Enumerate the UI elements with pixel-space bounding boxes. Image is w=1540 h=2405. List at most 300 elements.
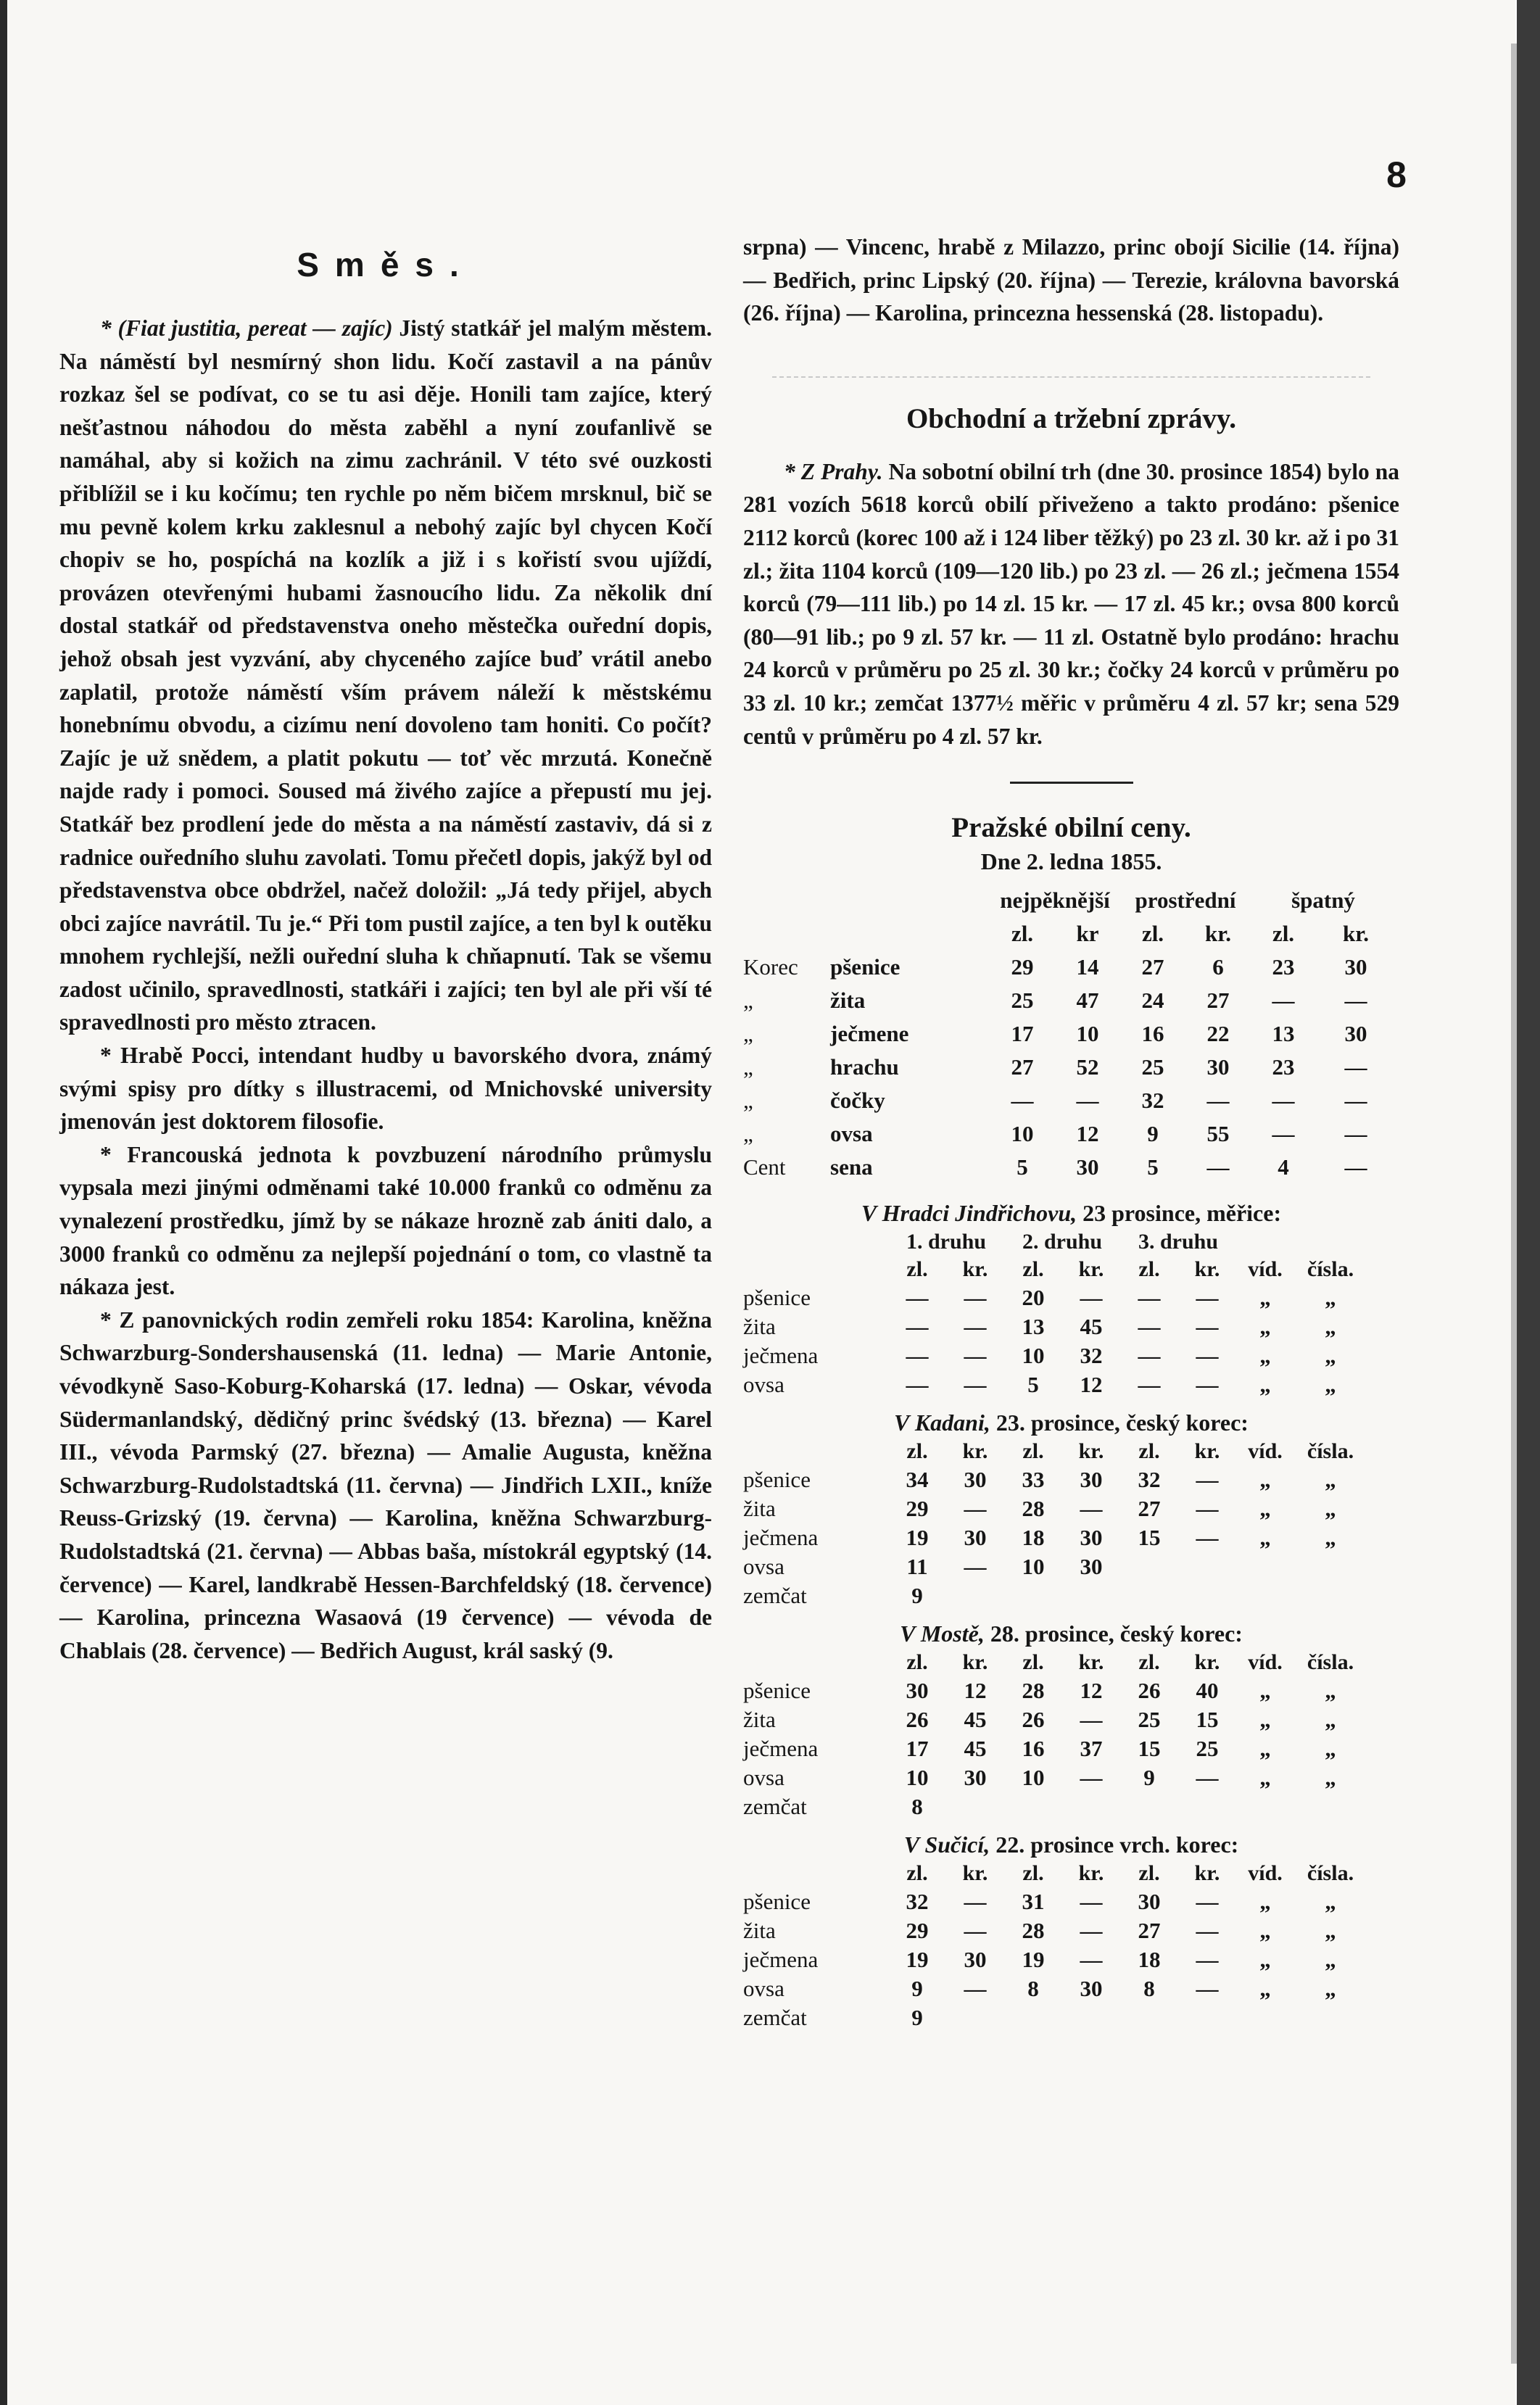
table-row (743, 1312, 1367, 1341)
market-col-header: kr. (1078, 1257, 1104, 1282)
price-cell: 32 (1138, 1467, 1161, 1493)
price-cell: — (964, 1554, 987, 1580)
price-cell: — (964, 1496, 987, 1522)
market-place: V Mostě, (900, 1620, 985, 1647)
market-col-header: kr. (1194, 1861, 1220, 1886)
market-heading (743, 1620, 1399, 1647)
prague-unit-header: kr (1076, 921, 1099, 947)
left-column (59, 210, 712, 1667)
price-cell: „ (1325, 1314, 1336, 1340)
prague-group-header-row (743, 884, 1396, 917)
market-col-header: zl. (906, 1650, 928, 1675)
row-item: žita (830, 988, 866, 1014)
blank-cell (743, 1438, 888, 1465)
prague-group-header: špatný (1291, 887, 1355, 914)
price-cell: „ (1259, 1372, 1271, 1398)
market-col-header: kr. (1194, 1257, 1220, 1282)
price-cell: „ (1259, 1314, 1271, 1340)
newspaper-page (7, 0, 1515, 2405)
price-cell: — (1196, 1343, 1219, 1369)
price-cell (1294, 2003, 1367, 2032)
price-cell: 37 (1080, 1736, 1103, 1762)
price-cell: 15 (1138, 1525, 1161, 1551)
price-cell: 5 (1147, 1154, 1159, 1180)
price-cell: „ (1325, 1736, 1336, 1762)
price-cell: 15 (1196, 1707, 1219, 1733)
price-cell (1178, 1552, 1236, 1581)
price-cell: „ (1259, 1525, 1271, 1551)
price-cell: 52 (1076, 1054, 1099, 1080)
prague-unit-header-row (743, 917, 1396, 951)
table-row (743, 1051, 1396, 1084)
row-item: ječmena (743, 1947, 819, 1973)
prague-group-header: prostřední (1135, 887, 1236, 914)
prague-group-header: nejpěknější (1000, 887, 1110, 914)
price-cell (1120, 2003, 1178, 2032)
druhu-header-row (743, 1228, 1367, 1256)
price-cell: „ (1325, 1707, 1336, 1733)
price-cell: „ (1325, 1467, 1336, 1493)
row-unit: „ (743, 988, 753, 1014)
price-cell: 9 (1147, 1121, 1159, 1147)
blank-cell (743, 1649, 888, 1676)
smes-body (59, 312, 712, 1667)
price-cell: 9 (911, 1583, 923, 1609)
price-cell: „ (1325, 1372, 1336, 1398)
market-col-header: víd. (1248, 1861, 1283, 1886)
market-col-header: zl. (1022, 1257, 1044, 1282)
continuation-paragraph: srpna) — Vincenc, hrabě z Milazzo, princ obojí Sicilie (14. října) — Bedřich, princ Lipský (20. října) — Terezie, královna bavorská (26. října) — Karolina, princezna hessenská (28. listopadu). (743, 234, 1399, 326)
row-item: ječmena (743, 1736, 819, 1762)
price-cell: — (1206, 1154, 1230, 1180)
price-cell: 23 (1272, 954, 1295, 980)
price-cell (1236, 2003, 1294, 2032)
blank-cell (743, 1228, 888, 1256)
price-cell: 28 (1022, 1678, 1045, 1704)
price-cell: 30 (1080, 1976, 1103, 2002)
smes-paragraph-text: * Z panovnických rodin zemřeli roku 1854: Karolina, kněžna Schwarzburg-Sondershausenská (11. ledna) — Marie Antonie, vévodkyně Saso-Koburg-Koharská (17. ledna) — Oskar, vévoda Südermanlandský, dědičný princ švédský (13. března) — Karel III., vévoda Parmský (27. března) — Amalie Augusta, kněžna Schwarzburg-Rudolstadtská (11. června) — Jindřich LXII., kníže Reuss-Grizský (19. června) — Karolina, kněžna Schwarzburg-Rudolstadtská (21. června) — Abbas baša, místokrál egyptský (14. července) — Karel, landkrabě Hessen-Barchfeldský (18. července) — Karolina, princezna Wasaová (19 července) — vévoda de Chablais (28. července) — Bedřich August, král saský (9. (59, 1307, 712, 1663)
price-cell: — (1080, 1947, 1103, 1973)
price-cell: 14 (1076, 954, 1099, 980)
price-cell: „ (1325, 1525, 1336, 1551)
market-col-header: čísla. (1307, 1650, 1354, 1675)
price-cell: 45 (964, 1736, 987, 1762)
price-cell: — (964, 1976, 987, 2002)
price-cell: „ (1259, 1976, 1271, 2002)
price-cell: — (1080, 1285, 1103, 1311)
price-cell: 30 (964, 1525, 987, 1551)
market-col-header: kr. (1078, 1861, 1104, 1886)
table-row (743, 1887, 1367, 1916)
price-cell: 47 (1076, 988, 1099, 1014)
row-unit: Korec (743, 954, 798, 980)
price-cell: 25 (1011, 988, 1034, 1014)
price-cell: „ (1325, 1285, 1336, 1311)
price-cell (1178, 1792, 1236, 1821)
price-cell: — (1196, 1525, 1219, 1551)
price-cell: „ (1259, 1765, 1271, 1791)
price-cell: — (1080, 1918, 1103, 1944)
table-row (743, 1734, 1367, 1763)
row-item: pšenice (743, 1889, 811, 1915)
price-cell: „ (1259, 1285, 1271, 1311)
market-col-header-row (743, 1649, 1367, 1676)
row-item: žita (743, 1496, 776, 1522)
price-cell: — (964, 1314, 987, 1340)
price-cell: 5 (1027, 1372, 1039, 1398)
prague-unit-header: zl. (1272, 921, 1295, 947)
price-cell: — (906, 1343, 929, 1369)
price-cell: 15 (1138, 1736, 1161, 1762)
price-cell: 10 (1076, 1021, 1099, 1047)
row-unit: „ (743, 1021, 753, 1047)
price-cell (1120, 1792, 1178, 1821)
row-item: žita (743, 1918, 776, 1944)
market-col-header-row (743, 1860, 1367, 1887)
price-cell: „ (1325, 1976, 1336, 2002)
price-cell: 30 (964, 1947, 987, 1973)
row-item: zemčat (743, 1794, 807, 1820)
blank-cell (743, 1860, 888, 1887)
market-date: 23. prosince, český korec: (990, 1410, 1249, 1436)
price-cell: 9 (911, 2005, 923, 2031)
price-cell: „ (1259, 1496, 1271, 1522)
price-cell: 18 (1022, 1525, 1045, 1551)
market-table (743, 1860, 1367, 2032)
blank-cell (743, 1256, 888, 1283)
price-cell: — (964, 1372, 987, 1398)
price-cell (1294, 1552, 1367, 1581)
price-cell (1294, 1792, 1367, 1821)
smes-paragraph-text: * Hrabě Pocci, intendant hudby u bavorského dvora, známý svými spisy pro dítky s illustracemi, od Mnichovské university jmenován jest doktorem filosofie. (59, 1043, 712, 1135)
obchodni-heading: Obchodní a tržební zprávy. (906, 402, 1237, 434)
price-cell: 30 (1206, 1054, 1230, 1080)
market-col-header: kr. (962, 1861, 988, 1886)
price-cell: — (964, 1889, 987, 1915)
row-unit: Cent (743, 1154, 786, 1180)
price-cell (1120, 1581, 1178, 1610)
price-cell: „ (1259, 1678, 1271, 1704)
table-row (743, 1552, 1367, 1581)
price-cell: — (1344, 1054, 1367, 1080)
price-cell: 25 (1141, 1054, 1164, 1080)
market-col-header: kr. (1194, 1650, 1220, 1675)
price-cell: — (906, 1314, 929, 1340)
price-cell: — (1272, 988, 1295, 1014)
market-date: 22. prosince vrch. korec: (990, 1831, 1239, 1858)
price-cell: 26 (1022, 1707, 1045, 1733)
table-row (743, 1084, 1396, 1117)
price-cell (1178, 2003, 1236, 2032)
druhu-header: 2. druhu (1022, 1230, 1103, 1254)
market-place: V Kadani, (894, 1410, 990, 1436)
price-cell: 24 (1141, 988, 1164, 1014)
price-cell: — (1344, 1088, 1367, 1114)
price-cell: 27 (1011, 1054, 1034, 1080)
table-row (743, 951, 1396, 984)
price-cell: 30 (1080, 1554, 1103, 1580)
price-cell: 25 (1196, 1736, 1219, 1762)
price-cell: — (964, 1918, 987, 1944)
price-cell: 19 (906, 1525, 929, 1551)
price-cell: 29 (1011, 954, 1034, 980)
price-cell: 29 (906, 1918, 929, 1944)
prague-prices-date: Dne 2. ledna 1855. (980, 848, 1162, 875)
price-cell: 12 (1080, 1678, 1103, 1704)
price-cell: 55 (1206, 1121, 1230, 1147)
price-cell: — (1272, 1121, 1295, 1147)
price-cell: 22 (1206, 1021, 1230, 1047)
price-cell: „ (1259, 1343, 1271, 1369)
right-column (743, 231, 1399, 2032)
table-row (743, 1465, 1367, 1494)
price-cell: — (1076, 1088, 1099, 1114)
prague-prices-table (743, 884, 1396, 1184)
price-cell: 34 (906, 1467, 929, 1493)
market-col-header: zl. (1022, 1439, 1044, 1464)
table-row (743, 1945, 1367, 1974)
market-col-header: zl. (1138, 1439, 1160, 1464)
price-cell: — (1011, 1088, 1034, 1114)
blank-cell (743, 917, 830, 951)
table-row (743, 1341, 1367, 1370)
price-cell: 23 (1272, 1054, 1295, 1080)
market-col-header: zl. (906, 1861, 928, 1886)
price-cell: 10 (1022, 1554, 1045, 1580)
price-cell: — (1344, 1154, 1367, 1180)
price-cell: — (1196, 1765, 1219, 1791)
price-cell: — (1080, 1496, 1103, 1522)
market-col-header: víd. (1248, 1439, 1283, 1464)
price-cell: 45 (964, 1707, 987, 1733)
row-item: ovsa (743, 1765, 785, 1791)
price-cell: 30 (964, 1467, 987, 1493)
price-cell: 19 (1022, 1947, 1045, 1973)
row-item: ovsa (830, 1121, 873, 1147)
price-cell (1004, 2003, 1062, 2032)
price-cell: 12 (1076, 1121, 1099, 1147)
table-row (743, 1916, 1367, 1945)
market-col-header: zl. (1022, 1861, 1044, 1886)
price-cell: — (906, 1285, 929, 1311)
market-col-header: čísla. (1307, 1257, 1354, 1282)
price-cell: 19 (906, 1947, 929, 1973)
price-cell: „ (1259, 1707, 1271, 1733)
prague-unit-header: zl. (1141, 921, 1164, 947)
price-cell: 32 (906, 1889, 929, 1915)
market-heading (743, 1831, 1399, 1858)
market-col-header: zl. (1022, 1650, 1044, 1675)
price-cell: 31 (1022, 1889, 1045, 1915)
price-cell: 6 (1212, 954, 1224, 980)
price-cell (1004, 1581, 1062, 1610)
table-row (743, 1581, 1367, 1610)
price-cell: 30 (906, 1678, 929, 1704)
market-col-header: kr. (962, 1257, 988, 1282)
price-cell: 8 (1143, 1976, 1155, 2002)
price-cell: — (964, 1285, 987, 1311)
market-col-header-row (743, 1438, 1367, 1465)
price-cell (1004, 1792, 1062, 1821)
price-cell: — (1196, 1976, 1219, 2002)
price-cell: — (1196, 1285, 1219, 1311)
price-cell: 26 (1138, 1678, 1161, 1704)
price-cell: — (964, 1343, 987, 1369)
row-item: pšenice (743, 1285, 811, 1311)
row-item: sena (830, 1154, 873, 1180)
price-cell: „ (1325, 1496, 1336, 1522)
market-heading (743, 1410, 1399, 1436)
price-cell: 10 (1022, 1765, 1045, 1791)
price-cell: „ (1325, 1889, 1336, 1915)
price-cell: — (1080, 1765, 1103, 1791)
druhu-header: 3. druhu (1138, 1230, 1219, 1254)
price-cell: 40 (1196, 1678, 1219, 1704)
price-cell: — (1138, 1285, 1161, 1311)
price-cell: — (1196, 1496, 1219, 1522)
price-cell: 30 (1138, 1889, 1161, 1915)
market-table (743, 1228, 1367, 1399)
prague-unit-header: kr. (1343, 921, 1369, 947)
market-col-header: kr. (962, 1439, 988, 1464)
row-unit: „ (743, 1088, 753, 1114)
prague-unit-header: zl. (1011, 921, 1034, 947)
price-cell: „ (1325, 1947, 1336, 1973)
price-cell: 13 (1272, 1021, 1295, 1047)
row-item: žita (743, 1314, 776, 1340)
table-row (743, 1523, 1367, 1552)
price-cell: — (1080, 1707, 1103, 1733)
price-cell (1236, 1792, 1294, 1821)
price-cell (1062, 1581, 1120, 1610)
row-item: pšenice (743, 1678, 811, 1704)
price-cell: — (1138, 1372, 1161, 1398)
blank-cell (1294, 1228, 1367, 1256)
table-row (743, 1974, 1367, 2003)
price-cell: 30 (1344, 1021, 1367, 1047)
price-cell: — (1344, 1121, 1367, 1147)
market-col-header: kr. (1078, 1439, 1104, 1464)
price-cell: 30 (1344, 954, 1367, 980)
price-cell: 17 (1011, 1021, 1034, 1047)
row-item: zemčat (743, 1583, 807, 1609)
row-unit: „ (743, 1121, 753, 1147)
market-col-header: zl. (1138, 1861, 1160, 1886)
price-cell: — (1196, 1372, 1219, 1398)
row-item: ovsa (743, 1554, 785, 1580)
price-cell: 45 (1080, 1314, 1103, 1340)
blank-cell (743, 884, 830, 917)
row-item: pšenice (830, 954, 901, 980)
price-cell: — (1272, 1088, 1295, 1114)
smes-paragraph-lead: * (Fiat justitia, pereat — zajíc) (100, 315, 393, 341)
price-cell: 4 (1278, 1154, 1289, 1180)
price-cell (1062, 1792, 1120, 1821)
row-item: čočky (830, 1088, 885, 1114)
price-cell (1236, 1552, 1294, 1581)
table-row (743, 1792, 1367, 1821)
price-cell: 13 (1022, 1314, 1045, 1340)
price-cell: 17 (906, 1736, 929, 1762)
market-col-header: kr. (1194, 1439, 1220, 1464)
price-cell: — (1138, 1314, 1161, 1340)
price-cell: — (1196, 1947, 1219, 1973)
market-col-header: čísla. (1307, 1439, 1354, 1464)
market-place: V Hradci Jindřichovu, (861, 1200, 1077, 1227)
prague-prices-heading: Pražské obilní ceny. (951, 812, 1191, 844)
blank-cell (1236, 1228, 1294, 1256)
table-row (743, 1705, 1367, 1734)
price-cell: 8 (911, 1794, 923, 1820)
market-col-header: víd. (1248, 1650, 1283, 1675)
table-row (743, 1763, 1367, 1792)
smes-paragraph (59, 1304, 712, 1668)
market-col-header: kr. (962, 1650, 988, 1675)
market-date: 23 prosince, měřice: (1077, 1200, 1282, 1227)
row-item: žita (743, 1707, 776, 1733)
price-cell: 5 (1017, 1154, 1028, 1180)
prague-market-text: Na sobotní obilní trh (dne 30. prosince 1854) bylo na 281 vozích 5618 korců obilí přiveženo a takto prodáno: pšenice 2112 korců (korec 100 až i 124 liber těžký) po 23 zl. 30 kr. až i po 31 zl.; žita 1104 korců (109—120 lib.) po 23 zl. — 26 zl.; ječmena 1554 korců (79—111 lib.) po 14 zl. 15 kr. — 17 zl. 45 kr.; ovsa 800 korců (80—91 lib.; po 9 zl. 57 kr. — 11 zl. Ostatně bylo prodáno: hrachu 24 korců v průměru po 25 zl. 30 kr.; čočky 24 korců v průměru po 33 zl. 10 kr.; zemčat 1377½ měřic v průměru 4 zl. 57 kr; sena 529 centů v průměru po 4 zl. 57 kr. (743, 458, 1399, 749)
price-cell: — (1344, 988, 1367, 1014)
table-row (743, 1370, 1367, 1399)
price-cell: „ (1325, 1678, 1336, 1704)
price-cell: 10 (906, 1765, 929, 1791)
row-item: ovsa (743, 1976, 785, 2002)
price-cell: „ (1259, 1736, 1271, 1762)
price-cell: 27 (1206, 988, 1230, 1014)
price-cell (1120, 1552, 1178, 1581)
price-cell: 10 (1022, 1343, 1045, 1369)
table-row (743, 2003, 1367, 2032)
price-cell: 27 (1141, 954, 1164, 980)
table-row (743, 984, 1396, 1017)
price-cell: „ (1325, 1765, 1336, 1791)
row-item: pšenice (743, 1467, 811, 1493)
table-row (743, 1017, 1396, 1051)
row-item: ovsa (743, 1372, 785, 1398)
price-cell: — (1206, 1088, 1230, 1114)
market-place: V Sučicí, (903, 1831, 990, 1858)
row-item: ječmena (743, 1343, 819, 1369)
market-col-header: zl. (906, 1257, 928, 1282)
price-cell: 30 (964, 1765, 987, 1791)
price-cell: — (1196, 1918, 1219, 1944)
price-cell: 30 (1080, 1525, 1103, 1551)
blank-cell (830, 917, 990, 951)
table-row (743, 1117, 1396, 1151)
price-cell (1178, 1581, 1236, 1610)
price-cell: „ (1325, 1918, 1336, 1944)
price-cell: 16 (1022, 1736, 1045, 1762)
druhu-header: 1. druhu (906, 1230, 987, 1254)
price-cell: — (1080, 1889, 1103, 1915)
price-cell: — (1196, 1467, 1219, 1493)
price-cell: 30 (1080, 1467, 1103, 1493)
price-cell: 12 (964, 1678, 987, 1704)
smes-paragraph-text: Jistý statkář jel malým městem. Na náměstí byl nesmírný shon lidu. Kočí zastavil a na pánův rozkaz šel se podívat, co se tu asi děje. Honili tam zajíce, který nešťastnou náhodou do města zaběhl a nyní zoufanlivě se namáhal, aby si kožich na zimu zachránil. V této své ouzkosti přiblížil se i ku kočímu; ten rychle po něm bičem mrsknul, bič se mu pevně kolem krku zaklesnul a nebohý zajíc byl chycen Kočí chopiv se ho, pospíchá na kozlík a již i s kořistí svou ujíždí, provázen otevřenými hubami žasnoucího lidu. Za několik dní dostal statkář od představenstva oneho městečka ouřední dopis, jehož obsah jest vyzvání, aby chyceného zajíce buď vrátil anebo zaplatil, protože náměstí vším právem náleží k městskému honebnímu obvodu, a cizímu není dovoleno tam honiti. Co počít? Zajíc je už snědem, a platit pokutu — toť věc mrzutá. Konečně najde rady i pomoci. Soused má živého zajíce a přepustí mu jej. Statkář bez prodlení jede do města a na náměstí zastaviv, dá si z radnice ouředního sluhu zavolati. Tomu přečetl dopis, jakýž byl od představenstva obce obdržel, načež doložil: „Já tedy přijel, abych obci zajíce navrátil. Tu je.“ Při tom pustil zajíce, a ten byl k outěku mnohem rychlejší, nežli ouřední sluha k chňapnutí. Tak se všemu zadost učinilo, spravedlnosti, statkáři i zajíci; ten byl ale při vší té spravedlnosti pro město ztracen. (59, 315, 712, 1035)
market-table (743, 1438, 1367, 1610)
scan-edge-right (1517, 0, 1540, 2405)
price-cell (946, 1581, 1004, 1610)
market-col-header: víd. (1248, 1257, 1283, 1282)
table-row (743, 1151, 1396, 1184)
row-unit: „ (743, 1054, 753, 1080)
market-col-header: čísla. (1307, 1861, 1354, 1886)
smes-paragraph (59, 1039, 712, 1138)
regional-prices (743, 1200, 1399, 2032)
price-cell: 8 (1027, 1976, 1039, 2002)
price-cell: 32 (1141, 1088, 1164, 1114)
